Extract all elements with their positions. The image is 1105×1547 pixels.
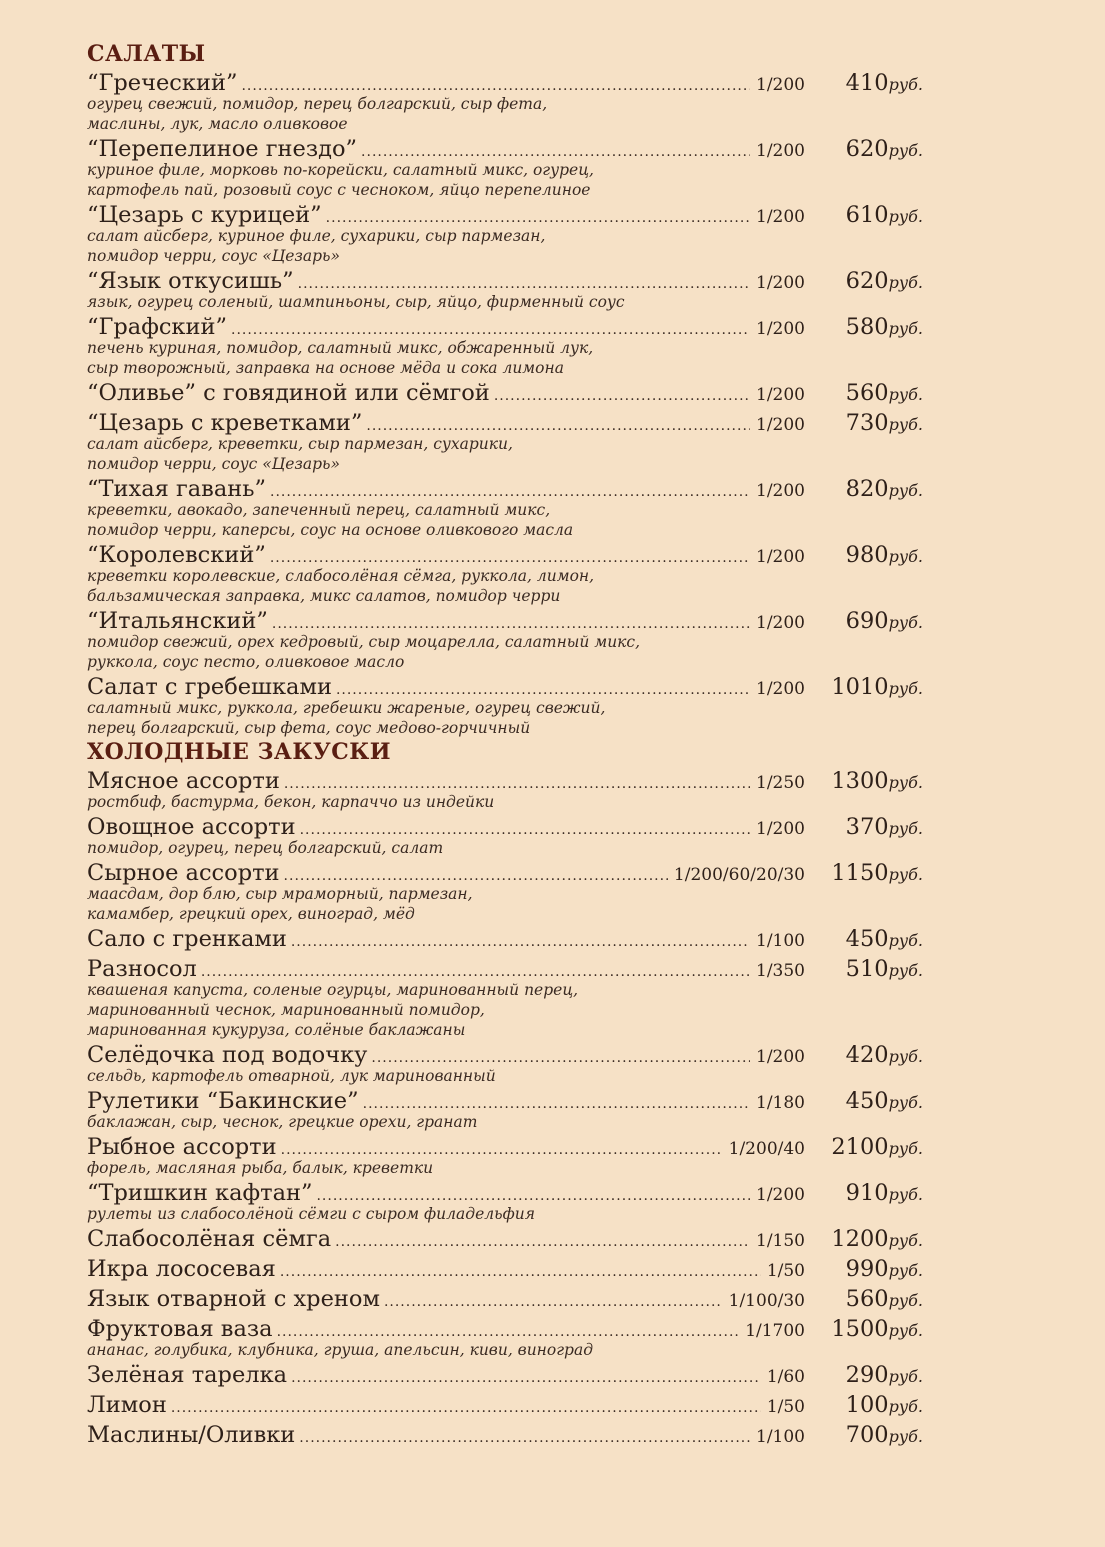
dish-name: Зелёная тарелка — [87, 1362, 288, 1388]
menu-item — [87, 408, 923, 474]
menu-item-row — [87, 954, 923, 984]
dot-leader — [171, 1393, 761, 1423]
dish-description: куриное филе, морковь по-корейски, салатный микс, огурец, картофель пай, розовый соус с чесноком, яйцо перепелиное — [87, 161, 594, 199]
dish-weight: 1/50 — [766, 1397, 805, 1417]
menu-item — [87, 134, 923, 200]
menu-item — [87, 812, 923, 858]
dish-weight: 1/200 — [756, 679, 805, 699]
menu-item-row — [87, 200, 923, 230]
dish-price — [805, 200, 923, 232]
price-currency: руб. — [888, 547, 923, 566]
dish-name: “Цезарь с курицей” — [87, 202, 322, 228]
menu-item — [87, 1360, 923, 1390]
dish-price — [805, 1360, 923, 1392]
dish-price — [805, 1314, 923, 1346]
dish-weight: 1/100/30 — [728, 1291, 805, 1311]
dish-name: “Перепелиное гнездо” — [87, 136, 358, 162]
menu-item-row — [87, 1390, 923, 1420]
dish-description: помидор, огурец, перец болгарский, салат — [87, 839, 444, 857]
dot-leader — [270, 477, 750, 507]
price-currency: руб. — [888, 1427, 923, 1446]
price-value: 560 — [845, 1286, 889, 1312]
dish-weight: 1/200 — [756, 819, 805, 839]
price-value: 620 — [845, 136, 889, 162]
dish-description: сельдь, картофель отварной, лук маринованный — [87, 1067, 496, 1085]
dish-weight: 1/180 — [756, 1093, 805, 1113]
dish-description: баклажан, сыр, чеснок, грецкие орехи, гранат — [87, 1113, 478, 1131]
dish-name: “Греческий” — [87, 70, 238, 96]
menu-item — [87, 606, 923, 672]
dish-description: ананас, голубика, клубника, груша, апельсин, киви, виноград — [87, 1341, 594, 1359]
dish-price — [805, 1254, 923, 1286]
price-currency: руб. — [888, 75, 923, 94]
dot-leader — [335, 1227, 750, 1257]
menu-item-row — [87, 408, 923, 438]
price-value: 100 — [845, 1392, 889, 1418]
menu-item-row — [87, 1178, 923, 1208]
dish-weight: 1/200/60/20/30 — [673, 865, 805, 885]
dot-leader — [280, 1257, 761, 1287]
price-value: 910 — [845, 1180, 889, 1206]
price-value: 1010 — [831, 674, 889, 700]
dish-price — [805, 540, 923, 572]
dot-leader — [241, 71, 750, 101]
dish-price — [805, 812, 923, 844]
menu-item-row — [87, 1284, 923, 1314]
dot-leader — [272, 609, 750, 639]
price-value: 990 — [845, 1256, 889, 1282]
dish-name: Разносол — [87, 956, 197, 982]
dish-weight: 1/200 — [756, 207, 805, 227]
price-value: 610 — [845, 202, 889, 228]
price-currency: руб. — [888, 1139, 923, 1158]
dot-leader — [281, 1135, 723, 1165]
dot-leader — [316, 1181, 750, 1211]
dish-name: “Итальянский” — [87, 608, 268, 634]
menu-item-row — [87, 1086, 923, 1116]
dish-weight: 1/200 — [756, 75, 805, 95]
menu-item — [87, 766, 923, 812]
dish-price — [805, 1224, 923, 1256]
price-value: 1150 — [831, 860, 889, 886]
price-value: 620 — [845, 268, 889, 294]
dish-price — [805, 1086, 923, 1118]
price-currency: руб. — [888, 931, 923, 950]
price-value: 290 — [845, 1362, 889, 1388]
dish-name: Маслины/Оливки — [87, 1422, 296, 1448]
price-value: 690 — [845, 608, 889, 634]
menu-item — [87, 1132, 923, 1178]
dish-price — [805, 954, 923, 986]
dot-leader — [231, 315, 750, 345]
dish-price — [805, 1420, 923, 1452]
menu-item-row — [87, 266, 923, 296]
dot-leader — [299, 1423, 750, 1453]
menu-item-row — [87, 134, 923, 164]
dish-weight: 1/250 — [756, 773, 805, 793]
dish-description: огурец свежий, помидор, перец болгарский, сыр фета, маслины, лук, масло оливковое — [87, 95, 548, 133]
dish-name: “Королевский” — [87, 542, 266, 568]
dish-description: салат айсберг, куриное филе, сухарики, сыр пармезан, помидор черри, соус «Цезарь» — [87, 227, 546, 265]
menu-item — [87, 474, 923, 540]
price-value: 580 — [845, 314, 889, 340]
dish-name: Овощное ассорти — [87, 814, 296, 840]
dot-leader — [361, 137, 750, 167]
dish-weight: 1/50 — [766, 1261, 805, 1281]
dish-weight: 1/60 — [766, 1367, 805, 1387]
price-currency: руб. — [888, 1231, 923, 1250]
dish-price — [805, 924, 923, 956]
dish-price — [805, 1040, 923, 1072]
dish-price — [805, 1178, 923, 1210]
dish-price — [805, 408, 923, 440]
dish-price — [805, 68, 923, 100]
price-value: 450 — [845, 926, 889, 952]
price-value: 410 — [845, 70, 889, 96]
dish-name: Лимон — [87, 1392, 167, 1418]
dish-price — [805, 606, 923, 638]
price-value: 1300 — [831, 768, 889, 794]
price-currency: руб. — [888, 961, 923, 980]
dish-price — [805, 1390, 923, 1422]
menu-item-row — [87, 378, 923, 408]
dish-description: форель, масляная рыба, балык, креветки — [87, 1159, 434, 1177]
dish-name: Сало с гренками — [87, 926, 287, 952]
dish-price — [805, 134, 923, 166]
dot-leader — [291, 1363, 761, 1393]
menu-item — [87, 1086, 923, 1132]
menu-item — [87, 266, 923, 312]
dish-weight: 1/200 — [756, 613, 805, 633]
menu-item-row — [87, 474, 923, 504]
dish-name: Рыбное ассорти — [87, 1134, 277, 1160]
dish-name: “Тихая гавань” — [87, 476, 266, 502]
price-value: 730 — [845, 410, 889, 436]
price-value: 1500 — [831, 1316, 889, 1342]
menu-item-row — [87, 766, 923, 796]
price-currency: руб. — [888, 319, 923, 338]
menu-item-row — [87, 1254, 923, 1284]
dish-weight: 1/200 — [756, 1047, 805, 1067]
menu-item-row — [87, 68, 923, 98]
dish-weight: 1/200 — [756, 481, 805, 501]
price-value: 820 — [845, 476, 889, 502]
dish-weight: 1/350 — [756, 961, 805, 981]
dish-name: “Цезарь с креветками” — [87, 410, 363, 436]
dish-price — [805, 378, 923, 410]
menu-item-row — [87, 1224, 923, 1254]
dot-leader — [270, 543, 750, 573]
dish-weight: 1/150 — [756, 1231, 805, 1251]
dish-name: Язык отварной с хреном — [87, 1286, 380, 1312]
menu-item-row — [87, 606, 923, 636]
dish-description: ростбиф, бастурма, бекон, карпаччо из индейки — [87, 793, 495, 811]
dot-leader — [384, 1287, 723, 1317]
menu-item — [87, 954, 923, 1040]
menu-item-row — [87, 924, 923, 954]
price-currency: руб. — [888, 385, 923, 404]
section-title: САЛАТЫ — [87, 41, 206, 67]
dish-description: маасдам, дор блю, сыр мраморный, пармезан, камамбер, грецкий орех, виноград, мёд — [87, 885, 473, 923]
dot-leader — [284, 861, 668, 891]
menu-item — [87, 1420, 923, 1450]
dish-name: Мясное ассорти — [87, 768, 280, 794]
dish-description: квашеная капуста, соленые огурцы, маринованный перец, маринованный чеснок, маринованный помидор, маринованная кукуруза, солёные баклажаны — [87, 981, 579, 1039]
dish-name: Рулетики “Бакинские” — [87, 1088, 359, 1114]
price-value: 2100 — [831, 1134, 889, 1160]
dish-description: рулеты из слабосолёной сёмги с сыром филадельфия — [87, 1205, 535, 1223]
menu-item — [87, 200, 923, 266]
dot-leader — [363, 1089, 750, 1119]
price-currency: руб. — [888, 613, 923, 632]
dish-price — [805, 1284, 923, 1316]
dish-weight: 1/200 — [756, 1185, 805, 1205]
dish-name: Сырное ассорти — [87, 860, 280, 886]
dish-price — [805, 312, 923, 344]
menu-item — [87, 1284, 923, 1314]
price-currency: руб. — [888, 1291, 923, 1310]
menu-item-row — [87, 1040, 923, 1070]
price-currency: руб. — [888, 415, 923, 434]
menu-item — [87, 312, 923, 378]
dish-name: “Язык откусишь” — [87, 268, 294, 294]
price-currency: руб. — [888, 273, 923, 292]
dish-name: “Тришкин кафтан” — [87, 1180, 313, 1206]
menu-page — [87, 40, 923, 1450]
menu-item — [87, 1178, 923, 1224]
price-value: 370 — [845, 814, 889, 840]
price-currency: руб. — [888, 481, 923, 500]
price-value: 980 — [845, 542, 889, 568]
menu-item — [87, 378, 923, 408]
menu-item-row — [87, 1314, 923, 1344]
menu-item-row — [87, 812, 923, 842]
dish-price — [805, 1132, 923, 1164]
menu-item-row — [87, 1420, 923, 1450]
dish-price — [805, 766, 923, 798]
menu-item — [87, 68, 923, 134]
dish-weight: 1/1700 — [745, 1321, 805, 1341]
dot-leader — [326, 203, 750, 233]
menu-item-row — [87, 540, 923, 570]
dish-weight: 1/100 — [756, 1427, 805, 1447]
price-currency: руб. — [888, 1093, 923, 1112]
dish-weight: 1/200/40 — [728, 1139, 805, 1159]
dish-name: “Оливье” с говядиной или сёмгой — [87, 380, 490, 406]
dish-weight: 1/200 — [756, 319, 805, 339]
dot-leader — [277, 1317, 740, 1347]
dish-description: печень куриная, помидор, салатный микс, обжаренный лук, сыр творожный, заправка на основе мёда и сока лимона — [87, 339, 594, 377]
dish-description: креветки, авокадо, запеченный перец, салатный микс, помидор черри, каперсы, соус на основе оливкового масла — [87, 501, 574, 539]
section-title: ХОЛОДНЫЕ ЗАКУСКИ — [87, 739, 392, 765]
menu-item — [87, 1314, 923, 1360]
dish-weight: 1/200 — [756, 385, 805, 405]
dish-price — [805, 474, 923, 506]
dish-name: Слабосолёная сёмга — [87, 1226, 332, 1252]
dish-weight: 1/100 — [756, 931, 805, 951]
dot-leader — [291, 927, 750, 957]
price-currency: руб. — [888, 141, 923, 160]
menu-item — [87, 924, 923, 954]
price-currency: руб. — [888, 1367, 923, 1386]
dot-leader — [201, 957, 750, 987]
menu-item — [87, 858, 923, 924]
dish-name: Салат с гребешками — [87, 674, 332, 700]
dish-description: язык, огурец соленый, шампиньоны, сыр, яйцо, фирменный соус — [87, 293, 625, 311]
price-value: 510 — [845, 956, 889, 982]
price-currency: руб. — [888, 207, 923, 226]
price-currency: руб. — [888, 773, 923, 792]
menu-item-row — [87, 1132, 923, 1162]
dish-name: “Графский” — [87, 314, 227, 340]
dot-leader — [336, 675, 750, 705]
menu-item — [87, 672, 923, 738]
menu-item — [87, 1040, 923, 1086]
price-currency: руб. — [888, 679, 923, 698]
price-currency: руб. — [888, 1397, 923, 1416]
dish-price — [805, 858, 923, 890]
dot-leader — [284, 769, 750, 799]
price-value: 450 — [845, 1088, 889, 1114]
price-currency: руб. — [888, 1185, 923, 1204]
dish-weight: 1/200 — [756, 415, 805, 435]
dot-leader — [494, 381, 750, 411]
dish-description: помидор свежий, орех кедровый, сыр моцарелла, салатный микс, руккола, соус песто, оливковое масло — [87, 633, 641, 671]
dish-description: креветки королевские, слабосолёная сёмга, руккола, лимон, бальзамическая заправка, микс салатов, помидор черри — [87, 567, 595, 605]
menu-item — [87, 1254, 923, 1284]
menu-item — [87, 1224, 923, 1254]
dish-name: Икра лососевая — [87, 1256, 276, 1282]
dot-leader — [371, 1043, 750, 1073]
price-value: 1200 — [831, 1226, 889, 1252]
price-currency: руб. — [888, 819, 923, 838]
dot-leader — [298, 269, 750, 299]
dot-leader — [366, 411, 750, 441]
price-value: 420 — [845, 1042, 889, 1068]
price-currency: руб. — [888, 865, 923, 884]
dish-weight: 1/200 — [756, 547, 805, 567]
dish-description: салат айсберг, креветки, сыр пармезан, сухарики, помидор черри, соус «Цезарь» — [87, 435, 513, 473]
dish-name: Фруктовая ваза — [87, 1316, 273, 1342]
price-value: 700 — [845, 1422, 889, 1448]
menu-item-row — [87, 1360, 923, 1390]
dot-leader — [300, 815, 750, 845]
menu-item — [87, 1390, 923, 1420]
menu-item-row — [87, 858, 923, 888]
price-currency: руб. — [888, 1261, 923, 1280]
menu-item-row — [87, 672, 923, 702]
price-value: 560 — [845, 380, 889, 406]
price-currency: руб. — [888, 1047, 923, 1066]
dish-weight: 1/200 — [756, 141, 805, 161]
menu-item — [87, 540, 923, 606]
dish-description: салатный микс, руккола, гребешки жареные, огурец свежий, перец болгарский, сыр фета, соус медово-горчичный — [87, 699, 606, 737]
dish-name: Селёдочка под водочку — [87, 1042, 368, 1068]
price-currency: руб. — [888, 1321, 923, 1340]
menu-item-row — [87, 312, 923, 342]
dish-weight: 1/200 — [756, 273, 805, 293]
dish-price — [805, 266, 923, 298]
dish-price — [805, 672, 923, 704]
